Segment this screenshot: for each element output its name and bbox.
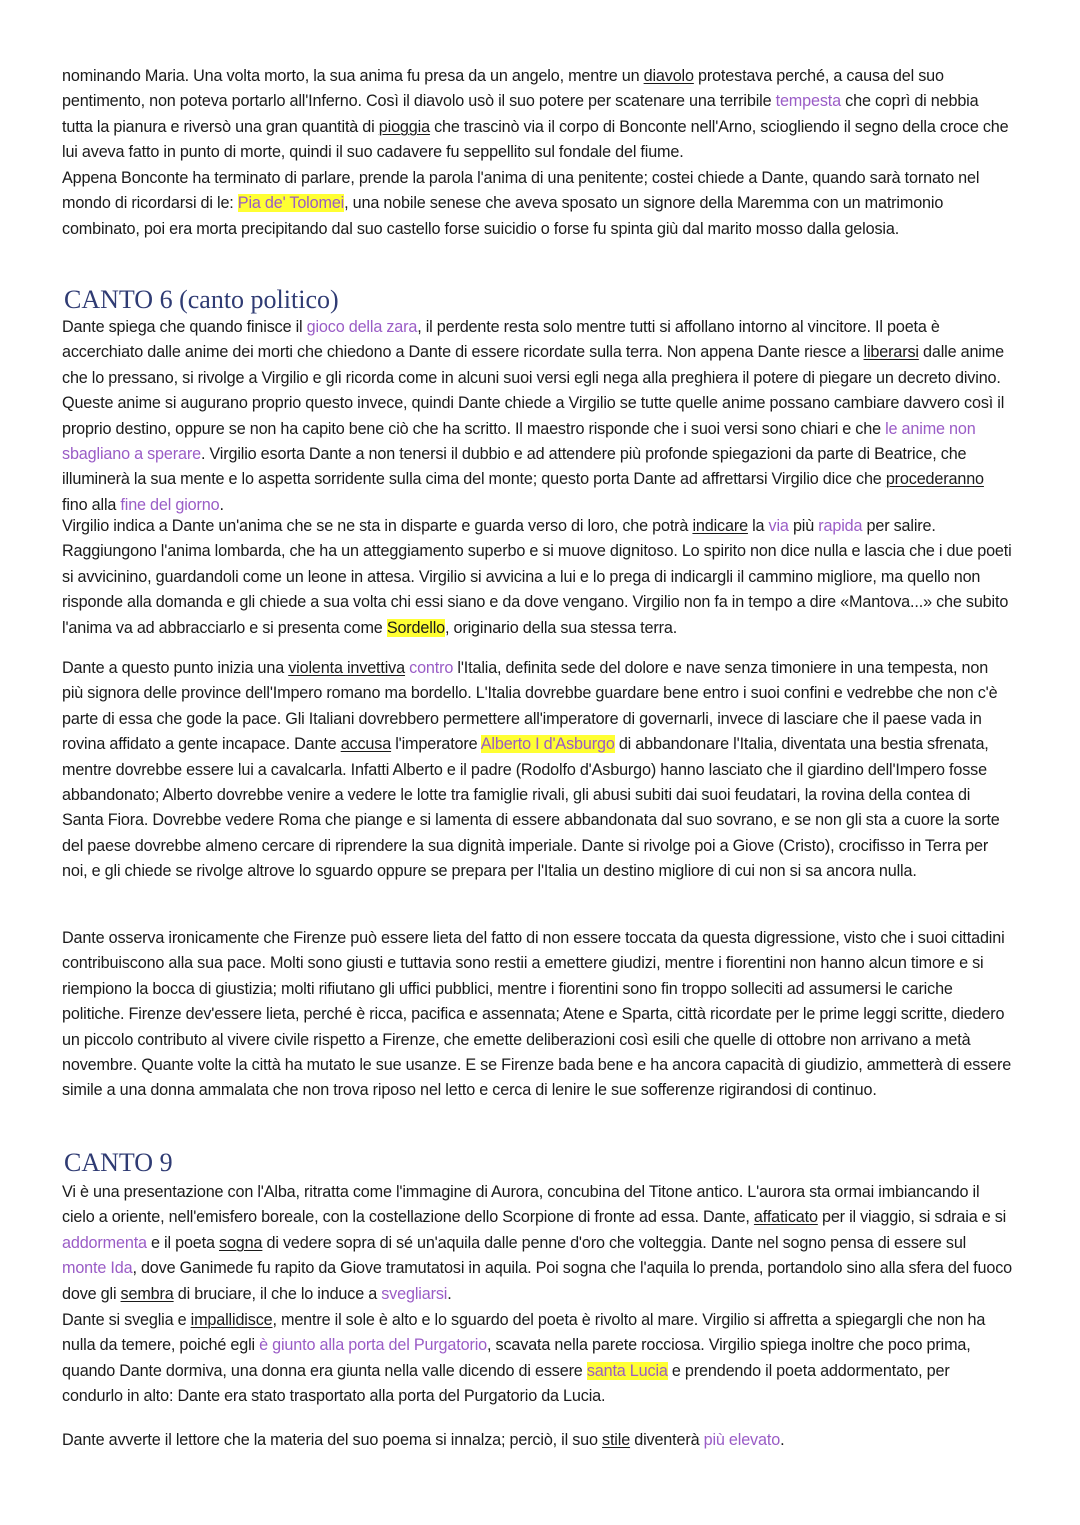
underlined-term: diavolo (643, 67, 694, 85)
colored-term: rapida (818, 517, 863, 535)
text-run: di abbandonare l'Italia, diventata una bestia sfrenata, mentre dovrebbe essere lui a cavalcarla. Infatti Alberto e il padre (Rodolfo d'Asburgo) hanno lasciato che il giardino dell'Impero fosse abbandonato; Alberto dovrebbe venire a vedere le lotte tra famiglie rivali, gli abusi subiti dai suoi feudatari, la rovina della contea di Santa Fiora. Dovrebbe vedere Roma che piange e si lamenta di essere abbandonata dal suo sovrano, e se non gli sta a cuore la sorte del paese dovrebbe almeno cercare di riprendere la sua dignità imperiale. Dante si rivolge poi a Giove (Cristo), crocifisso in Terra per noi, e gli chiede se rivolge altrove lo sguardo oppure se prepara per l'Italia un destino migliore di cui non si sa ancora nulla. (62, 735, 1000, 881)
text-run: , originario della sua stessa terra. (445, 618, 678, 637)
text-run: che coprì di nebbia tutta la pianura e riversò una gran quantità di (62, 92, 979, 136)
text-run: per il viaggio, si sdraia e si (817, 1208, 1007, 1227)
text-run: . Virgilio esorta Dante a non tenersi il dubbio e ad attendere più profonde spiegazioni da parte di Beatrice, che illuminerà la sua mente e lo aspetta sorridente sulla cima del monte; questo porta Dante ad affrettarsi Virgilio dice che (62, 445, 967, 489)
underlined-term: pioggia (378, 117, 430, 136)
colored-term: fine del giorno (120, 495, 220, 514)
text-run: e prendendo il poeta addormentato, per condurlo in alto: Dante era stato trasportato alla porta del Purgatorio da Lucia. (62, 1361, 950, 1406)
underlined-term: stile (602, 1431, 631, 1449)
text-run: l'Italia, definita sede del dolore e nave senza timoniere in una tempesta, non più signora delle province dell'Impero romano ma bordello. L'Italia dovrebbe guardare bene entro i suoi confini e vedrebbe che non c'è parte di essa che gode la pace. Gli Italiani dovrebbero permettere all'imperatore di governarli, invece di lasciare che il paese vada in rovina affidato a gente incapace. Dante (62, 659, 998, 754)
underlined-term: procederanno (885, 470, 984, 489)
highlighted-name: Sordello (386, 618, 446, 637)
heading-canto-9: CANTO 9 (64, 1148, 173, 1177)
text-run: , scavata nella parete rocciosa. Virgilio spiega inoltre che poco prima, quando Dante dormiva, una donna era giunta nella valle dicendo di essere (62, 1336, 971, 1380)
text-run: l'imperatore (391, 735, 481, 754)
heading-canto-6: CANTO 6 (canto politico) (64, 285, 339, 314)
paragraph-risveglio (62, 1308, 1012, 1410)
text-run: Dante si sveglia e (62, 1311, 191, 1329)
text-run: Dante avverte il lettore che la materia del suo poema si innalza; perciò, il suo (62, 1431, 603, 1449)
underlined-term: indicare (692, 517, 748, 535)
text-run: Dante osserva ironicamente che Firenze può essere lieta del fatto di non essere toccata da questa digressione, visto che i suoi cittadini contribuiscono alla sua pace. Molti sono giusti e tuttavia sono restii a emettere giudizi, mentre i fiorentini non hanno alcun timore e si riempiono la bocca di giustizia; molti rifiutano gli uffici pubblici, mentre i fiorentini sono fin troppo solleciti ad assumersi le cariche politiche. Firenze dev'essere lieta, perché è ricca, pacifica e assennata; Atene e Sparta, città ricordate per le prime leggi scritte, diedero un piccolo contributo al vivere civile rispetto a Firenze, che emette deliberazioni così esili che quelle di ottobre non arrivano a metà novembre. Quante volte la città ha mutato le sue usanze. E se Firenze bada bene e ha ancora capacità di giudizio, ammetterà di essere simile a una donna ammalata che non trova riposo nel letto e cerca di lenire le sue sofferenze rigirandosi di continuo. (62, 929, 1012, 1100)
text-run: diventerà (630, 1431, 704, 1449)
text-run: di bruciare, il che lo induce a (173, 1284, 382, 1303)
highlighted-name: Pia de' Tolomei (237, 194, 345, 213)
paragraph-firenze (62, 926, 1012, 1104)
text-run: , il perdente resta solo mentre tutti si affollano intorno al vincitore. Il poeta è accerchiato dalle anime dei morti che chiedono a Dante di essere ricordate sulla terra. Non appena Dante riesce a (62, 318, 940, 362)
colored-term: tempesta (775, 92, 841, 111)
colored-term: più elevato (703, 1431, 781, 1449)
text-run: , dove Ganimede fu rapito da Giove tramutatosi in aquila. Poi sogna che l'aquila lo prenda, portandolo sino alla sfera del fuoco dove gli (62, 1259, 1013, 1303)
underlined-term: violenta invettiva (288, 659, 405, 677)
text-run: . (219, 495, 224, 514)
paragraph-invettiva (62, 656, 1012, 885)
text-run: di vedere sopra di sé un'aquila dalle penne d'oro che volteggia. Dante nel sogno pensa di essere sul (262, 1233, 967, 1252)
colored-term: svegliarsi (381, 1284, 448, 1303)
text-run: più (788, 517, 819, 535)
text-run: per salire. Raggiungono l'anima lombarda, che ha un atteggiamento superbo e si muove dignitoso. Lo spirito non dice nulla e lascia che i due poeti si avvicinino, guardandoli come un leone in attesa. Virgilio si avvicina a lui e lo prega di indicargli il cammino migliore, ma quello non risponde alla domanda e gli chiede a sua volta chi essi siano e da dove vengano. Virgilio non fa in tempo a dire «Mantova...» che subito l'anima va ad abbracciarlo e si presenta come (62, 517, 1012, 637)
colored-term: contro (409, 659, 454, 677)
underlined-term: accusa (340, 735, 392, 754)
text-run: Virgilio indica a Dante un'anima che se ne sta in disparte e guarda verso di loro, che potrà (62, 517, 693, 535)
text-run: , una nobile senese che aveva sposato un signore della Maremma con un matrimonio combinato, poi era morta precipitando dal suo castello forse suicidio o forse fu spinta giù dal marito mosso dalla gelosia. (62, 194, 944, 238)
paragraph-pia (62, 166, 1012, 242)
paragraph-canto6-intro (62, 315, 1012, 518)
colored-term: le anime non sbagliano a sperare (62, 419, 976, 464)
highlighted-name: Alberto I d'Asburgo (480, 735, 615, 754)
text-run: , mentre il sole è alto e lo sguardo del poeta è rivolto al mare. Virgilio si affretta a spiegargli che non ha nulla da temere, poiché egli (62, 1311, 986, 1355)
text-run: dalle anime che lo pressano, si rivolge a Virgilio e gli ricorda come in alcuni suoi versi egli nega alla preghiera il potere di piegare un decreto divino. Queste anime si augurano proprio questo invece, quindi Dante chiede a Virgilio se tutte quelle anime possano cambiare davvero così il proprio destino, oppure se non ha capito bene ciò che ha scritto. Il maestro risponde che i suoi versi sono chiari e che (62, 343, 1005, 438)
text-run: e il poeta (146, 1233, 219, 1252)
colored-term: è giunto alla porta del Purgatorio (259, 1336, 488, 1355)
text-run: Vi è una presentazione con l'Alba, ritratta come l'immagine di Aurora, concubina del Titone antico. L'aurora sta ormai imbiancando il cielo a oriente, nell'emisfero boreale, con la costellazione dello Scorpione di fronte ad essa. Dante, (62, 1183, 980, 1227)
underlined-term: sogna (219, 1233, 263, 1252)
paragraph-bonconte (62, 64, 1012, 166)
underlined-term: affaticato (753, 1208, 818, 1227)
highlighted-name: santa Lucia (586, 1361, 668, 1380)
colored-term: addormenta (62, 1233, 147, 1252)
underlined-term: liberarsi (863, 343, 919, 362)
colored-term: monte Ida (62, 1259, 133, 1278)
text-run: Dante spiega che quando finisce il (62, 318, 307, 336)
paragraph-stile (62, 1428, 1012, 1453)
colored-term: gioco della zara (306, 318, 418, 336)
underlined-term: impallidisce (190, 1311, 273, 1329)
text-run: la (747, 517, 769, 535)
text-run: . (780, 1431, 785, 1449)
text-run: . (447, 1284, 452, 1303)
text-run: Appena Bonconte ha terminato di parlare, prende la parola l'anima di una penitente; costei chiede a Dante, quando sarà tornato nel mondo di ricordarsi di le: (62, 169, 980, 213)
underlined-term: sembra (120, 1284, 174, 1303)
colored-term: via (768, 517, 789, 535)
paragraph-alba (62, 1180, 1012, 1307)
text-run: protestava perché, a causa del suo pentimento, non poteva portarlo all'Inferno. Così il diavolo usò il suo potere per scatenare una terribile (62, 67, 944, 111)
paragraph-sordello (62, 514, 1012, 641)
text-run: nominando Maria. Una volta morto, la sua anima fu presa da un angelo, mentre un (62, 67, 644, 85)
text-run: fino alla (62, 495, 121, 514)
text-run: Dante a questo punto inizia una (62, 659, 289, 677)
text-run: che trascinò via il corpo di Bonconte nell'Arno, sciogliendo il segno della croce che lui aveva fatto in punto di morte, quindi il suo cadavere fu seppellito sul fondale del fiume. (62, 117, 1009, 162)
